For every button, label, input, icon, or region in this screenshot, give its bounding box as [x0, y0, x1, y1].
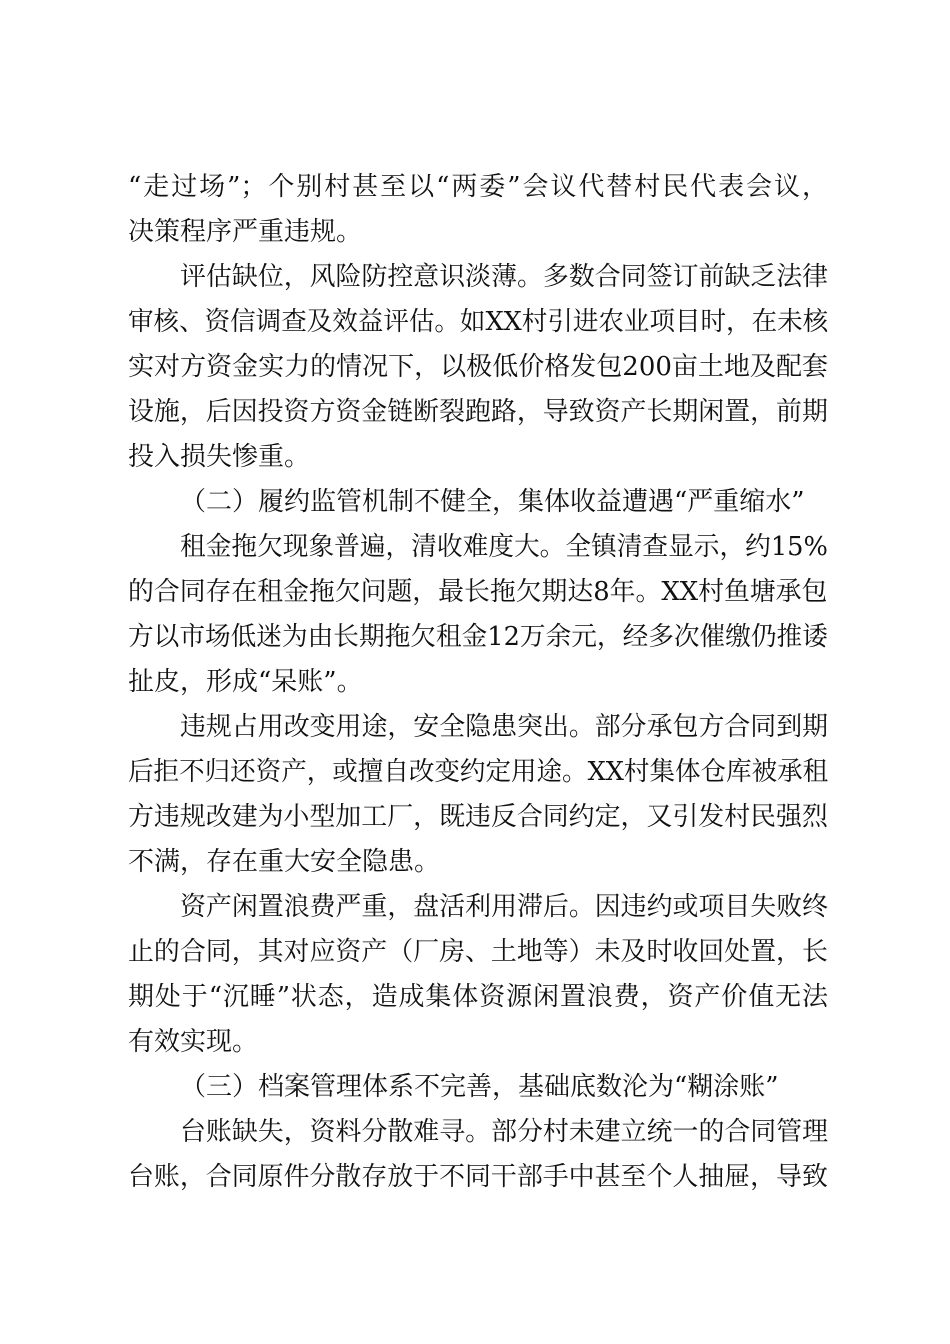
text-line: 投入损失惨重。 — [128, 442, 311, 472]
text-line: 评估缺位，风险防控意识淡薄。多数合同签订前缺乏法律 — [180, 262, 829, 292]
text-line: 期处于“沉睡”状态，造成集体资源闲置浪费，资产价值无法 — [128, 982, 828, 1012]
section-heading: （三）档案管理体系不完善，基础底数沦为“糊涂账” — [180, 1072, 779, 1102]
text-line: 方以市场低迷为由长期拖欠租金12万余元，经多次催缴仍推诿 — [128, 622, 828, 652]
text-line: 台账，合同原件分散存放于不同干部手中甚至个人抽屉，导致 — [128, 1162, 828, 1192]
text-line: “走过场”；个别村甚至以“两委”会议代替村民代表会议， — [128, 172, 828, 202]
text-line: 决策程序严重违规。 — [128, 217, 363, 247]
section-heading: （二）履约监管机制不健全，集体收益遭遇“严重缩水” — [180, 487, 805, 517]
text-line: 扯皮，形成“呆账”。 — [128, 667, 363, 697]
text-line: 止的合同，其对应资产（厂房、土地等）未及时收回处置，长 — [128, 937, 828, 967]
text-line: 有效实现。 — [128, 1027, 259, 1057]
text-line: 违规占用改变用途，安全隐患突出。部分承包方合同到期 — [180, 712, 829, 742]
text-line: 方违规改建为小型加工厂，既违反合同约定，又引发村民强烈 — [128, 802, 828, 832]
text-line: 台账缺失，资料分散难寻。部分村未建立统一的合同管理 — [180, 1117, 829, 1147]
text-line: 审核、资信调查及效益评估。如XX村引进农业项目时，在未核 — [128, 307, 829, 337]
text-line: 不满，存在重大安全隐患。 — [128, 847, 441, 877]
text-line: 资产闲置浪费严重，盘活利用滞后。因违约或项目失败终 — [180, 892, 829, 922]
text-line: 实对方资金实力的情况下，以极低价格发包200亩土地及配套 — [128, 352, 828, 382]
text-line: 设施，后因投资方资金链断裂跑路，导致资产长期闲置，前期 — [128, 397, 828, 427]
text-line: 租金拖欠现象普遍，清收难度大。全镇清查显示，约15% — [180, 532, 828, 562]
text-line: 的合同存在租金拖欠问题，最长拖欠期达8年。XX村鱼塘承包 — [128, 577, 828, 607]
text-line: 后拒不归还资产，或擅自改变约定用途。XX村集体仓库被承租 — [128, 757, 829, 787]
